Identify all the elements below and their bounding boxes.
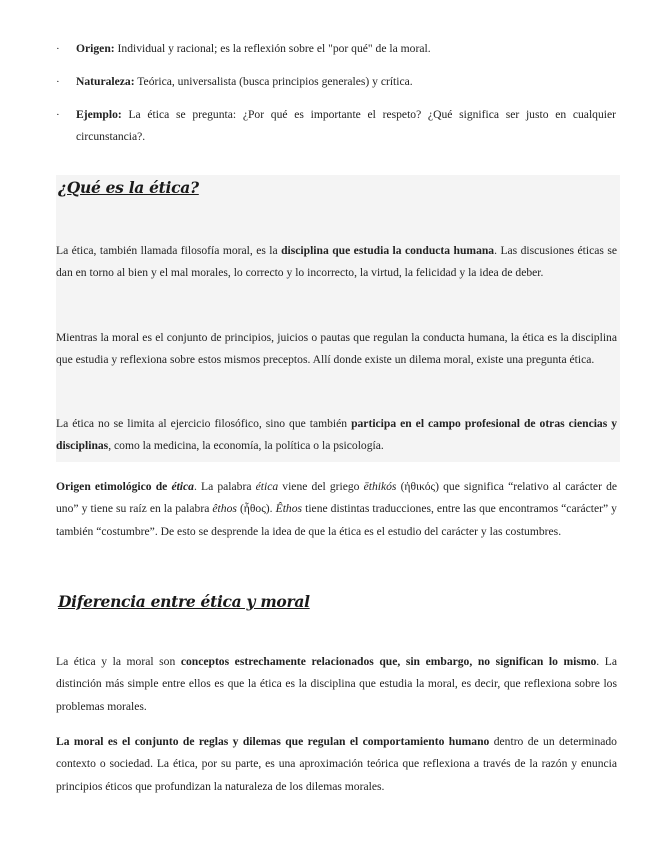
text-span: . Las discusiones éticas se dan en torno al bien y el mal morales, lo correcto y lo incorrecto, la virtud, la felicidad y la idea de deber. <box>56 244 617 280</box>
paragraph <box>56 651 617 718</box>
bold-span: conceptos estrechamente relacionados que, sin embargo, no significan lo mismo <box>180 655 597 668</box>
text-span: (ἦθος). <box>236 502 276 516</box>
bullet-label: Origen: <box>76 42 115 55</box>
text-span: dentro de un determinado contexto o sociedad. La ética, por su parte, es una aproximación teórica que reflexiona a través de la razón y enuncia principios éticos que profundizan la naturaleza de los dilemas morales. <box>56 735 617 793</box>
text-span: La ética, también llamada filosofía moral, es la <box>56 244 282 257</box>
text-span: . La palabra <box>193 480 256 493</box>
list-item <box>56 71 616 93</box>
text-span: (ἠθικός) que significa “relativo al carácter de uno” y tiene su raíz en la palabra <box>56 480 618 516</box>
list-item <box>56 104 616 148</box>
list-item <box>56 38 616 60</box>
bold-span <box>56 480 194 493</box>
bold-span: participa en el campo profesional de otras ciencias y disciplinas <box>56 417 618 453</box>
italic-span: êthos <box>212 502 237 516</box>
bold-span: disciplina que estudia la conducta humana <box>281 244 495 257</box>
text-span: La ética no se limita al ejercicio filosófico, sino que también <box>56 417 352 430</box>
paragraph <box>56 413 617 458</box>
bullet-text: Individual y racional; es la reflexión sobre el "por qué" de la moral. <box>114 42 431 55</box>
bullet-list <box>56 38 616 159</box>
paragraph: Mientras la moral es el conjunto de principios, juicios o pautas que regulan la conducta humana, la ética es la disciplina que estudia y reflexiona sobre estos mismos preceptos. Allí donde existe un dilema moral, existe una pregunta ética. <box>56 331 617 367</box>
section-heading-que-es-la-etica: ¿Qué es la ética? <box>58 178 199 197</box>
text-span: . La distinción más simple entre ellos es que la ética es la disciplina que estudia la moral, es decir, que reflexiona sobre los problemas morales. <box>56 655 617 713</box>
text-span: , como la medicina, la economía, la política o la psicología. <box>108 439 384 453</box>
section-heading-diferencia: Diferencia entre ética y moral <box>58 592 310 611</box>
text-span: tiene distintas traducciones, entre las que encontramos “carácter” y también “costumbre”. De esto se desprende la idea de que la ética es el estudio del carácter y las costumbres. <box>56 502 617 538</box>
text-span: La ética y la moral son <box>56 655 181 668</box>
italic-span: Êthos <box>275 502 303 516</box>
paragraph <box>56 731 617 798</box>
italic-span: ética <box>171 480 194 493</box>
bullet-label: Ejemplo: <box>76 108 122 121</box>
paragraph <box>56 240 617 285</box>
bold-span: La moral es el conjunto de reglas y dilemas que regulan el comportamiento humano <box>56 735 490 748</box>
bullet-text: La ética se pregunta: ¿Por qué es importante el respeto? ¿Qué significa ser justo en cualquier circunstancia?. <box>76 108 616 143</box>
text-span: viene del griego <box>278 480 364 493</box>
bullet-text: Teórica, universalista (busca principios generales) y crítica. <box>134 75 413 88</box>
bullet-dot: · <box>56 43 60 55</box>
bullet-dot: · <box>56 109 60 121</box>
paragraph-etymology <box>56 476 617 543</box>
italic-span: ēthikós <box>363 480 397 493</box>
bullet-label: Naturaleza: <box>76 75 135 88</box>
text-span: Origen etimológico de <box>56 480 172 493</box>
bullet-dot: · <box>56 76 60 88</box>
italic-span: ética <box>255 480 279 493</box>
